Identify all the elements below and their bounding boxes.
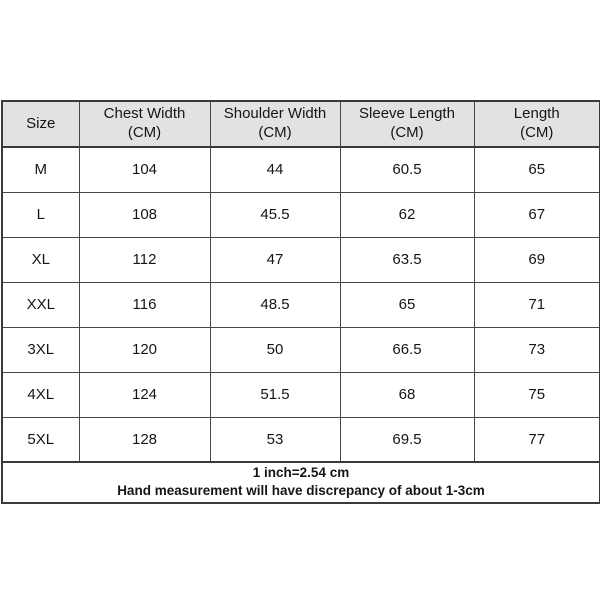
length-cell: 75	[474, 372, 600, 417]
header-sleeve-length-unit: (CM)	[390, 124, 424, 141]
header-chest-width-unit: (CM)	[127, 124, 162, 141]
table-row	[2, 237, 600, 282]
chest-width-cell: 108	[79, 192, 210, 237]
size-chart-table	[1, 100, 600, 504]
header-sleeve-length-label: Sleeve Length	[359, 105, 455, 123]
header-length	[474, 101, 600, 147]
shoulder-width-cell: 47	[210, 237, 340, 282]
header-size-label: Size	[26, 114, 56, 132]
shoulder-width-cell: 48.5	[210, 282, 340, 327]
table-row	[2, 282, 600, 327]
note-inch-conversion: 1 inch=2.54 cm	[252, 465, 350, 480]
table-header-row	[2, 101, 600, 147]
shoulder-width-cell: 50	[210, 327, 340, 372]
length-cell: 67	[474, 192, 600, 237]
sleeve-length-cell: 66.5	[340, 327, 474, 372]
table-row	[2, 327, 600, 372]
sleeve-length-cell: 63.5	[340, 237, 474, 282]
table-footer-row	[2, 462, 600, 503]
header-chest-width-label: Chest Width	[103, 105, 186, 123]
sleeve-length-cell: 62	[340, 192, 474, 237]
size-cell: 3XL	[2, 327, 79, 372]
header-chest-width	[79, 101, 210, 147]
sleeve-length-cell: 65	[340, 282, 474, 327]
footer-notes-cell	[2, 462, 600, 503]
header-shoulder-width-label: Shoulder Width	[223, 105, 327, 123]
header-size	[2, 101, 79, 147]
header-shoulder-width-unit: (CM)	[258, 124, 292, 141]
header-length-label: Length	[513, 105, 560, 123]
note-measurement-discrepancy: Hand measurement will have discrepancy of about 1-3cm	[117, 483, 485, 499]
chest-width-cell: 120	[79, 327, 210, 372]
length-cell: 77	[474, 417, 600, 462]
table-row	[2, 417, 600, 462]
header-sleeve-length	[340, 101, 474, 147]
table-row	[2, 147, 600, 192]
header-shoulder-width	[210, 101, 340, 147]
chest-width-cell: 112	[79, 237, 210, 282]
size-cell: M	[2, 147, 79, 192]
sleeve-length-cell: 60.5	[340, 147, 474, 192]
length-cell: 73	[474, 327, 600, 372]
shoulder-width-cell: 44	[210, 147, 340, 192]
length-cell: 65	[474, 147, 600, 192]
table-row	[2, 192, 600, 237]
size-cell: XL	[2, 237, 79, 282]
sleeve-length-cell: 68	[340, 372, 474, 417]
sleeve-length-cell: 69.5	[340, 417, 474, 462]
table-row	[2, 372, 600, 417]
chest-width-cell: 124	[79, 372, 210, 417]
size-cell: L	[2, 192, 79, 237]
chest-width-cell: 116	[79, 282, 210, 327]
shoulder-width-cell: 53	[210, 417, 340, 462]
chest-width-cell: 128	[79, 417, 210, 462]
shoulder-width-cell: 51.5	[210, 372, 340, 417]
size-cell: XXL	[2, 282, 79, 327]
chest-width-cell: 104	[79, 147, 210, 192]
size-cell: 5XL	[2, 417, 79, 462]
header-length-unit: (CM)	[520, 124, 554, 141]
shoulder-width-cell: 45.5	[210, 192, 340, 237]
size-cell: 4XL	[2, 372, 79, 417]
length-cell: 69	[474, 237, 600, 282]
length-cell: 71	[474, 282, 600, 327]
